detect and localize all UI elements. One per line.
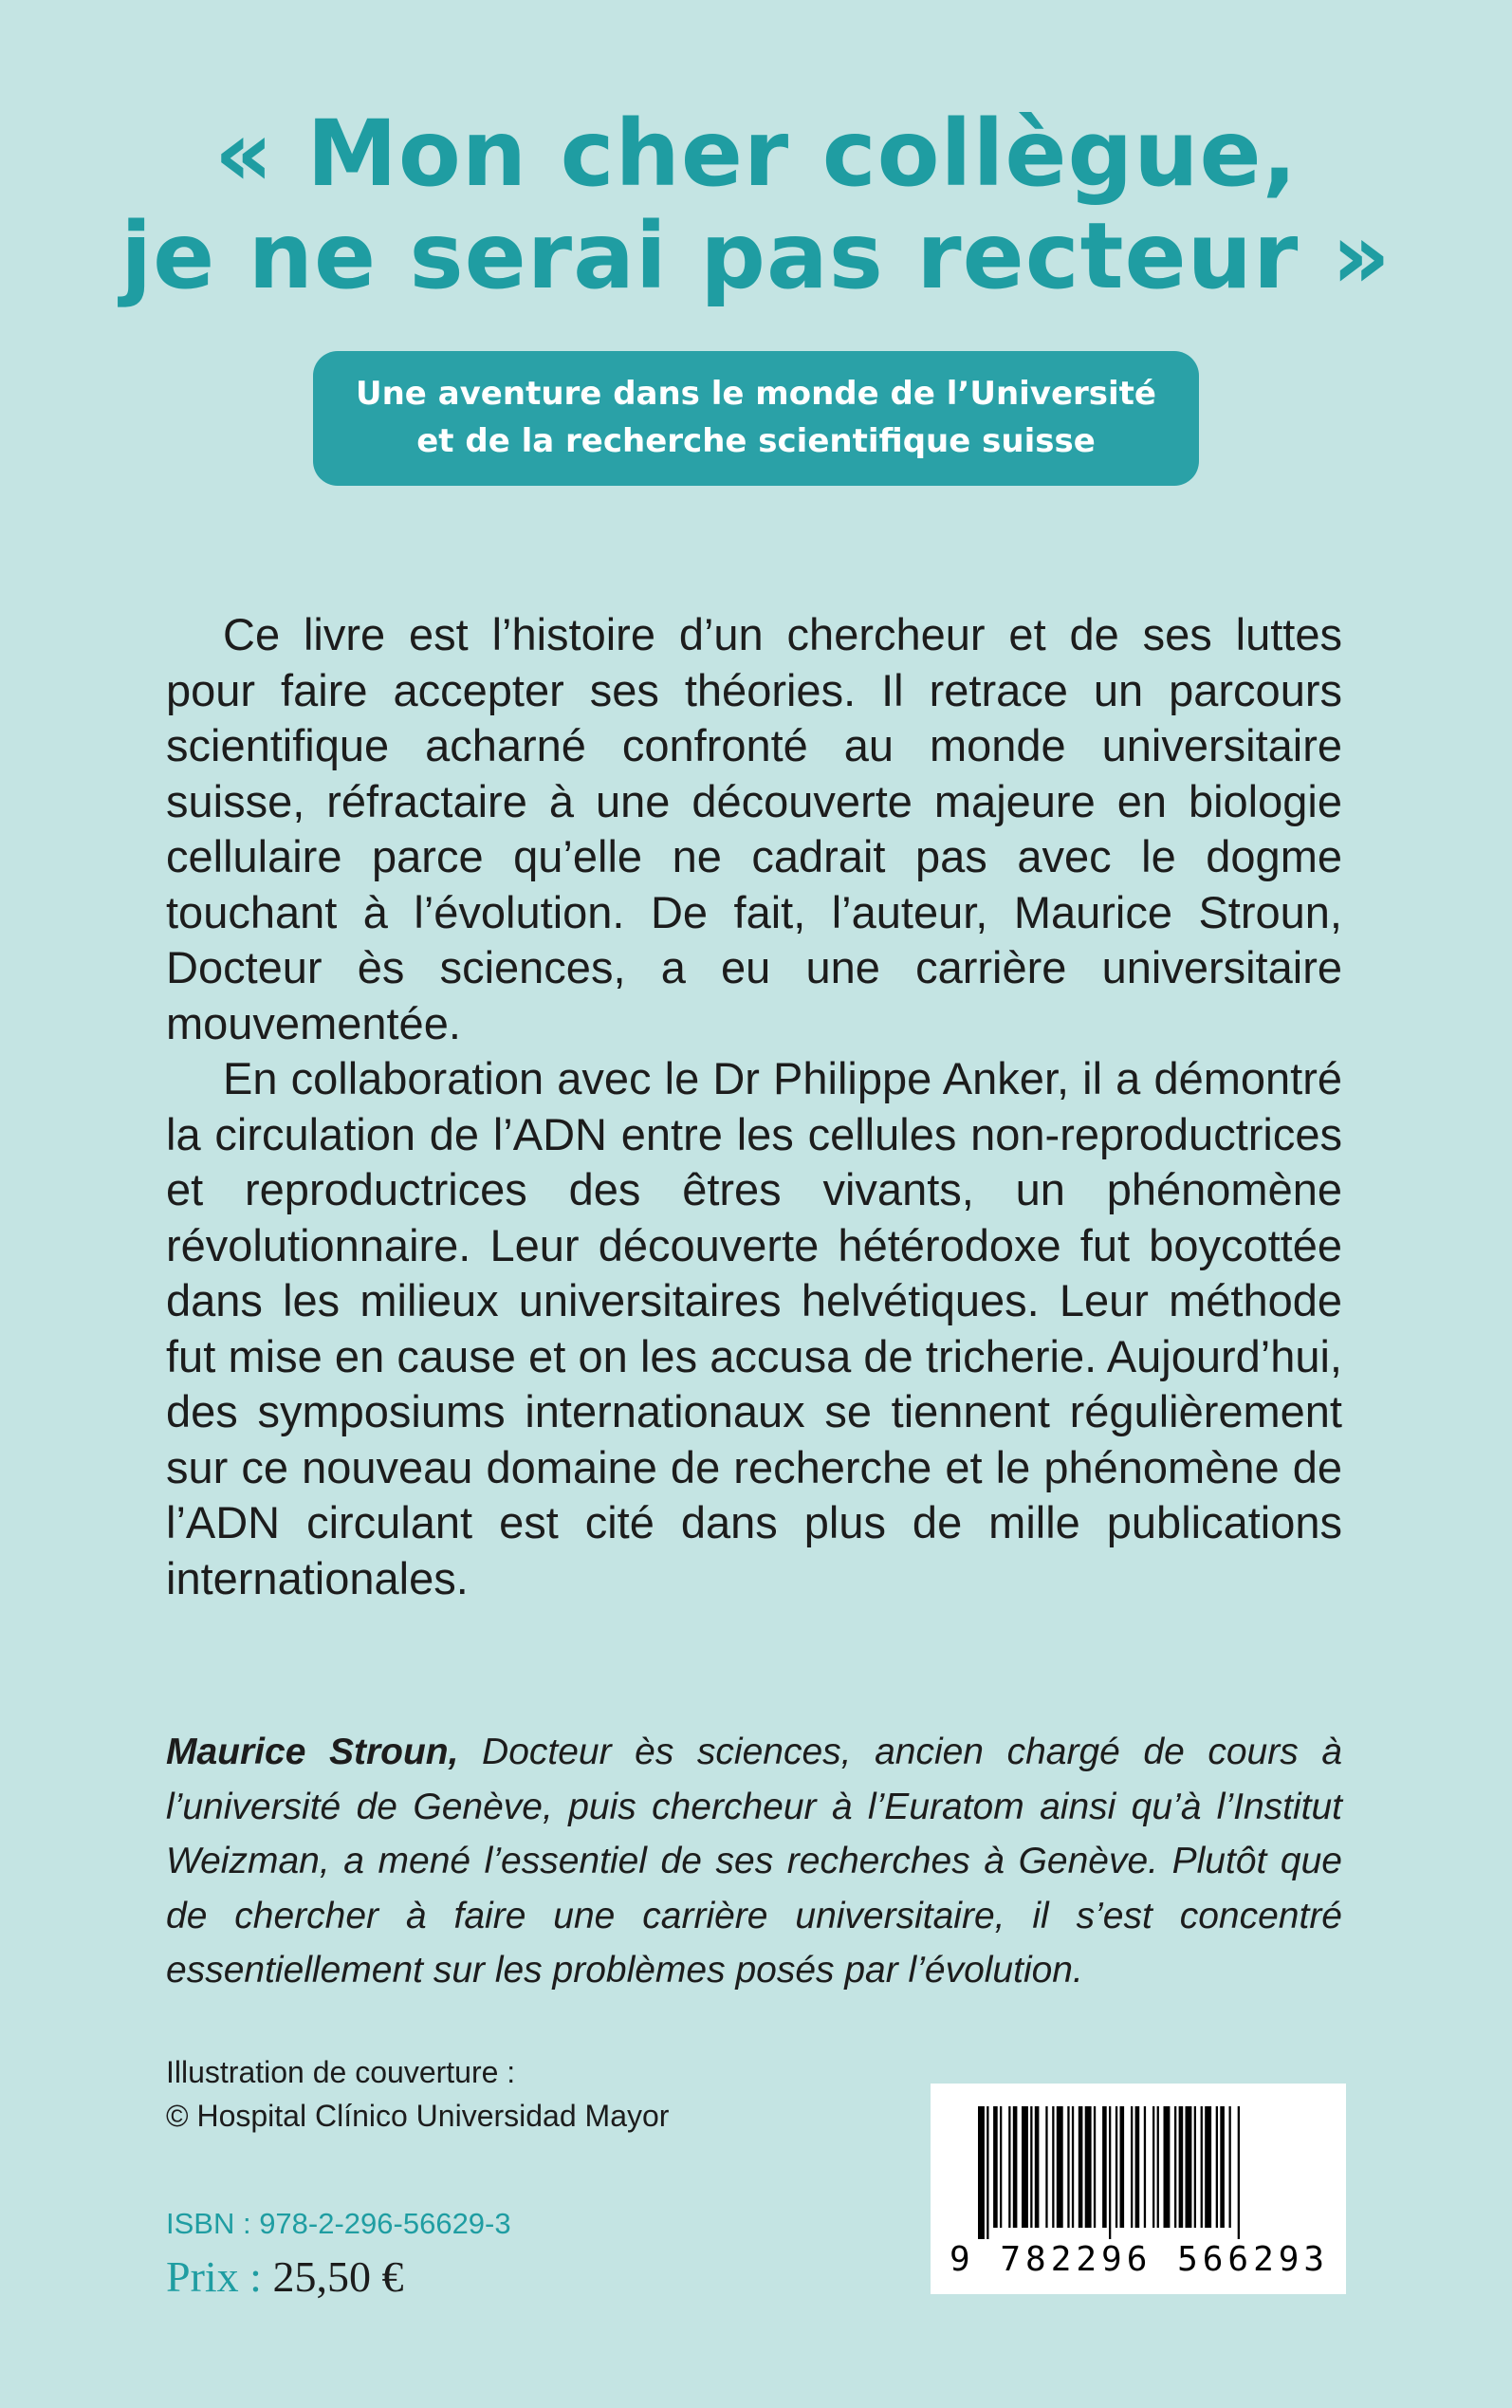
barcode-bar: [1174, 2106, 1176, 2228]
barcode-bars: [978, 2106, 1299, 2239]
barcode-bar: [1229, 2106, 1231, 2228]
barcode-bar: [1072, 2106, 1074, 2228]
barcode-bar: [1022, 2106, 1028, 2228]
barcode-bar: [1216, 2106, 1218, 2228]
author-bio-text: Docteur ès sciences, ancien chargé de cours à l’université de Genève, puis chercheur à l’Euratom ainsi qu’à l’Institut Weizman, a mené l’essentiel de ses recherches à Genève. Plutôt que de chercher à faire une carrière universitaire, il s’est concentré essentiellement sur les problèmes posés par l’évolution.: [166, 1732, 1342, 1991]
barcode-bar: [1030, 2106, 1032, 2228]
barcode-bar: [993, 2106, 998, 2228]
subtitle-banner: [313, 351, 1199, 486]
title-line-2: je ne serai pas recteur »: [120, 203, 1392, 309]
barcode-bar: [1057, 2106, 1063, 2228]
subtitle-line-1: Une aventure dans le monde de l’Université: [355, 375, 1156, 413]
barcode-bar: [1035, 2106, 1040, 2228]
barcode-bar: [1179, 2106, 1184, 2228]
barcode-bar: [1201, 2106, 1203, 2228]
barcode-digits: 9 782296 566293: [950, 2240, 1330, 2279]
author-name: Maurice Stroun,: [166, 1732, 459, 1772]
barcode-bar: [1045, 2106, 1047, 2228]
barcode-bar: [1220, 2106, 1225, 2228]
barcode-bar: [1067, 2106, 1069, 2228]
illustration-credit: [166, 2050, 830, 2138]
subtitle-line-2: et de la recherche scientifique suisse: [416, 422, 1096, 460]
barcode-bar: [1205, 2106, 1211, 2228]
description-paragraph-2: En collaboration avec le Dr Philippe Anker, il a démontré la circulation de l’ADN entre les cellules non-reproductrices et reproductrices des êtres vivants, un phénomène révolutionnaire. Leur découverte hétérodoxe fut boycottée dans les milieux universitaires helvétiques. Leur méthode fut mise en cause et on les accusa de tricherie. Aujourd’hui, des symposiums internationaux se tiennent régulièrement sur ce nouveau domaine de recherche et le phénomène de l’ADN circulant est cité dans plus de mille publications internationales.: [166, 1053, 1342, 1603]
illustration-label: Illustration de couverture :: [166, 2055, 516, 2089]
barcode-bar: [1186, 2106, 1192, 2228]
author-bio: [166, 1725, 1342, 1998]
barcode-bar: [1194, 2106, 1196, 2228]
barcode-bar: [1164, 2106, 1171, 2228]
price-label: Prix :: [166, 2252, 273, 2301]
price: [166, 2251, 403, 2304]
book-description: [166, 607, 1342, 1606]
barcode-bar: [1116, 2106, 1117, 2228]
barcode-bar: [1094, 2106, 1096, 2228]
barcode-bar: [1144, 2106, 1146, 2228]
barcode-bar: [1135, 2106, 1140, 2228]
barcode-bar: [1131, 2106, 1133, 2228]
book-title: [0, 102, 1512, 307]
barcode-bar: [1052, 2106, 1054, 2228]
illustration-source: © Hospital Clínico Universidad Mayor: [166, 2099, 670, 2133]
barcode-bar: [1152, 2106, 1154, 2228]
barcode-bar: [1013, 2106, 1018, 2228]
title-line-1: « Mon cher collègue,: [213, 101, 1299, 207]
barcode-bar: [1120, 2106, 1125, 2228]
isbn-number: ISBN : 978-2-296-56629-3: [166, 2207, 511, 2240]
price-value: 25,50 €: [272, 2252, 404, 2301]
barcode-bar: [1102, 2106, 1107, 2228]
barcode-bar: [986, 2106, 988, 2239]
barcode-bar: [978, 2106, 985, 2239]
description-paragraph-1: Ce livre est l’histoire d’un chercheur et de ses luttes pour faire accepter ses théories. Il retrace un parcours scientifique acharné confronté au monde universitaire suisse, réfractaire à une découverte majeure en biologie cellulaire parce qu’elle ne cadrait pas avec le dogme touchant à l’évolution. De fait, l’auteur, Maurice Stroun, Docteur ès sciences, a eu une carrière universitaire mouvementée.: [166, 609, 1342, 1048]
barcode-bar: [1157, 2106, 1159, 2228]
barcode-bar: [1079, 2106, 1083, 2228]
barcode-bar: [1085, 2106, 1092, 2228]
barcode-bar: [1000, 2106, 1002, 2228]
barcode-bar: [1008, 2106, 1010, 2228]
barcode-bar: [1238, 2106, 1240, 2239]
barcode-bar: [1109, 2106, 1111, 2239]
barcode: [931, 2084, 1346, 2294]
